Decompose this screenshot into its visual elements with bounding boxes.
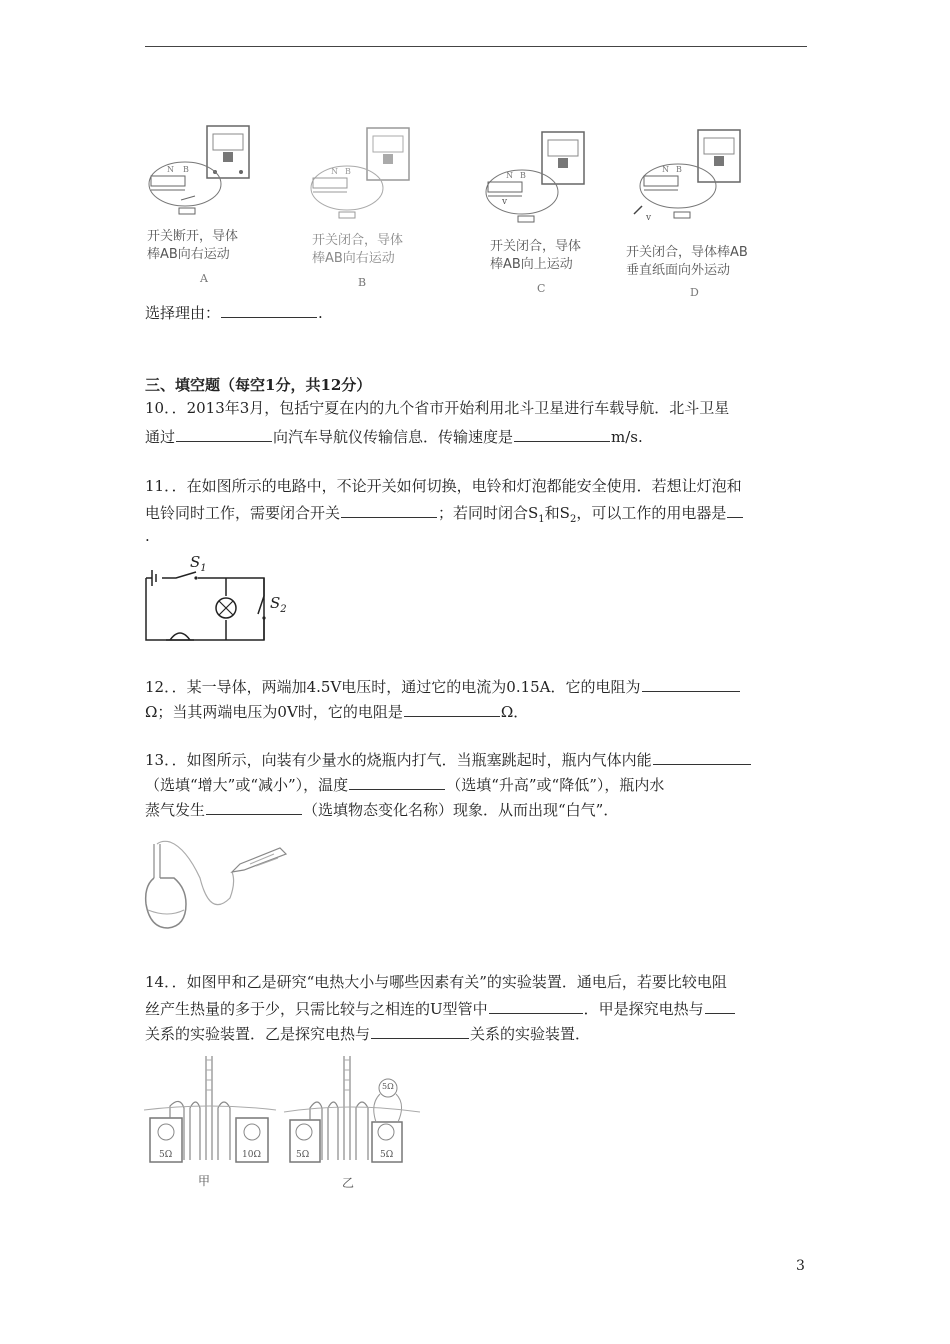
q10-text-c: m/s. <box>611 428 643 446</box>
q9-reason-line <box>145 302 323 323</box>
q12-blank-2[interactable] <box>404 701 500 717</box>
figure-d-letter: D <box>690 286 699 299</box>
svg-text:v: v <box>502 197 508 207</box>
q12-blank-1[interactable] <box>642 676 740 692</box>
svg-text:B: B <box>676 165 682 174</box>
figure-d-caption-line1: 开关闭合，导体棒AB <box>626 245 748 260</box>
q11-sub-2: 2 <box>569 514 577 525</box>
svg-text:B: B <box>520 171 526 180</box>
figure-d-drawing <box>628 126 758 226</box>
figure-c-drawing <box>480 128 610 228</box>
q13-line2 <box>145 774 664 795</box>
q11-line3: . <box>145 527 150 545</box>
q11-label-s1-sub: 1 <box>200 563 207 574</box>
figure-b-letter: B <box>358 276 367 289</box>
q14-line3 <box>145 1023 590 1044</box>
q14-text-a: 丝产生热量的多于少，只需比较与之相连的U型管中 <box>145 1000 488 1018</box>
q11-label-s2 <box>270 594 287 615</box>
q11-label-s2-text: S <box>270 594 281 612</box>
q12-text-a: 12．．某一导体，两端加4.5V电压时，通过它的电流为0.15A．它的电阻为 <box>145 678 641 696</box>
svg-text:v: v <box>646 213 652 223</box>
q14-text-c: 关系的实验装置．乙是探究电热与 <box>145 1025 371 1043</box>
q11-circuit-diagram <box>140 556 290 646</box>
q14-yi-r-right: 5Ω <box>380 1150 394 1160</box>
figure-a-drawing <box>145 120 275 220</box>
q13-blank-1[interactable] <box>653 749 751 765</box>
q11-label-s1 <box>190 553 207 574</box>
q11-line1: 11．．在如图所示的电路中，不论开关如何切换，电铃和灯泡都能安全使用．若想让灯泡和 <box>145 477 742 495</box>
q10-blank-2[interactable] <box>514 426 610 442</box>
svg-text:N: N <box>331 167 338 176</box>
q14-blank-1[interactable] <box>489 998 583 1014</box>
q13-line1 <box>145 749 752 770</box>
q11-text-b: ；若同时闭合S <box>438 504 539 522</box>
q11-line2 <box>145 502 744 530</box>
q10-text-b: 向汽车导航仪传输信息．传输速度是 <box>273 428 514 446</box>
q14-jia-r-right: 10Ω <box>242 1150 261 1160</box>
header-rule <box>145 46 807 47</box>
q14-line1: 14．．如图甲和乙是研究“电热大小与哪些因素有关”的实验装置．通电后，若要比较电阻 <box>145 973 727 991</box>
q13-text-e: （选填物态变化名称）现象．从而出现“白气”． <box>303 801 619 819</box>
page-number: 3 <box>796 1258 805 1274</box>
q12-text-c: Ω． <box>500 703 529 721</box>
q9-reason-label: 选择理由： <box>145 304 221 322</box>
svg-text:N: N <box>506 171 513 180</box>
svg-text:B: B <box>183 165 189 174</box>
q14-blank-2[interactable] <box>705 998 735 1014</box>
q14-jia-r-left: 5Ω <box>159 1150 173 1160</box>
q9-reason-end: . <box>318 304 323 322</box>
figure-a-caption-line1: 开关断开，导体 <box>147 229 239 244</box>
q11-text-a: 电铃同时工作，需要闭合开关 <box>145 504 341 522</box>
figure-c-caption-line2: 棒AB向上运动 <box>490 257 573 272</box>
svg-text:N: N <box>662 165 669 174</box>
figure-a-caption-line2: 棒AB向右运动 <box>147 247 230 262</box>
svg-text:B: B <box>345 167 351 176</box>
q14-line2 <box>145 998 736 1019</box>
svg-text:N: N <box>167 165 174 174</box>
q9-reason-blank[interactable] <box>221 302 317 318</box>
q14-yi-label: 乙 <box>342 1176 355 1190</box>
q10-text-a: 通过 <box>145 428 176 446</box>
q12-line2 <box>145 701 528 722</box>
q13-blank-2[interactable] <box>349 774 445 790</box>
q13-text-c: （选填“升高”或“降低”），瓶内水 <box>446 776 665 794</box>
q13-text-b: （选填“增大”或“减小”），温度 <box>145 776 349 794</box>
q13-blank-3[interactable] <box>206 799 302 815</box>
q13-text-a: 13．．如图所示，向装有少量水的烧瓶内打气．当瓶塞跳起时，瓶内气体内能 <box>145 751 652 769</box>
q11-text-d: ，可以工作的用电器是 <box>576 504 727 522</box>
q10-line1: 10．．2013年3月，包括宁夏在内的九个省市开始利用北斗卫星进行车载导航．北斗卫星 <box>145 399 730 417</box>
q11-sub-1: 1 <box>538 514 545 525</box>
q11-label-s2-sub: 2 <box>280 604 287 615</box>
q14-text-b: ．甲是探究电热与 <box>583 1000 704 1018</box>
figure-b-drawing <box>305 124 435 224</box>
q10-line2 <box>145 426 643 447</box>
q14-yi-r-top: 5Ω <box>382 1082 394 1091</box>
q14-text-d: 关系的实验装置． <box>470 1025 591 1043</box>
q11-label-s1-text: S <box>190 553 201 571</box>
q12-text-b: Ω；当其两端电压为0V时，它的电阻是 <box>145 703 403 721</box>
q13-text-d: 蒸气发生 <box>145 801 206 819</box>
q14-jia-label: 甲 <box>198 1174 211 1188</box>
q11-blank-2[interactable] <box>727 502 743 518</box>
figure-c-letter: C <box>537 282 546 295</box>
figure-b-caption-line2: 棒AB向右运动 <box>312 251 395 266</box>
q14-apparatus-figure <box>140 1050 425 1180</box>
figure-d-caption-line2: 垂直纸面向外运动 <box>626 263 731 278</box>
q12-line1 <box>145 676 741 697</box>
q14-yi-r-left: 5Ω <box>296 1150 310 1160</box>
figure-a-letter: A <box>200 272 208 285</box>
figure-b-caption-line1: 开关闭合，导体 <box>312 233 404 248</box>
q14-blank-3[interactable] <box>371 1023 469 1039</box>
figure-c-caption-line1: 开关闭合，导体 <box>490 239 582 254</box>
section-3-heading: 三、填空题（每空1分，共12分） <box>145 376 372 394</box>
q13-flask-figure <box>140 838 290 933</box>
q11-blank-1[interactable] <box>341 502 437 518</box>
q13-line3 <box>145 799 618 820</box>
q10-blank-1[interactable] <box>176 426 272 442</box>
q11-text-c: 和S <box>544 504 570 522</box>
